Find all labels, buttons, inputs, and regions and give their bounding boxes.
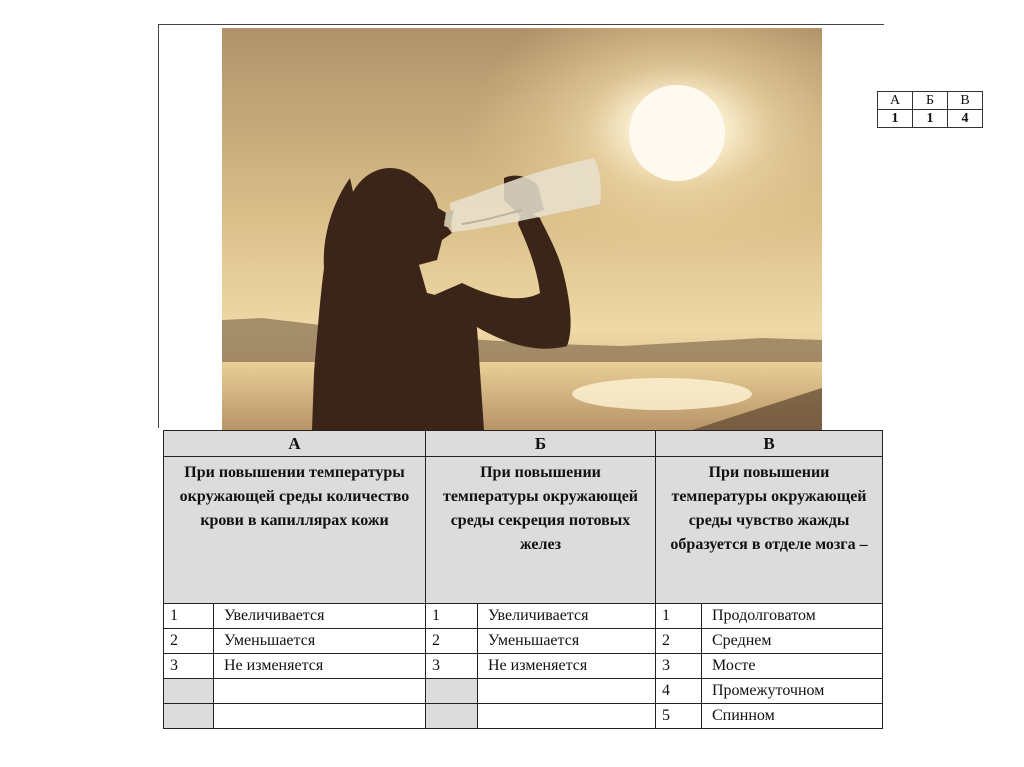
option-text: Уменьшается — [214, 629, 426, 654]
table-row — [164, 654, 883, 679]
column-header-v: В — [656, 431, 883, 457]
table-row — [164, 604, 883, 629]
question-b-text: При повышении температуры окружающей среды секреция потовых желез — [426, 457, 656, 604]
answer-key-header: А — [878, 92, 913, 110]
option-number — [426, 704, 478, 729]
option-text: Увеличивается — [478, 604, 656, 629]
frame-top-border — [158, 24, 884, 25]
answer-key-table — [877, 91, 983, 128]
option-text — [478, 704, 656, 729]
photo-woman-drinking-water — [222, 28, 822, 430]
answer-key-value: 1 — [878, 110, 913, 128]
option-number: 2 — [164, 629, 214, 654]
option-number: 4 — [656, 679, 702, 704]
option-number — [164, 704, 214, 729]
sunset-photo-svg — [222, 28, 822, 430]
option-number: 3 — [656, 654, 702, 679]
option-number: 3 — [426, 654, 478, 679]
option-text: Мосте — [702, 654, 883, 679]
column-header-b: Б — [426, 431, 656, 457]
option-number: 1 — [426, 604, 478, 629]
option-text — [214, 704, 426, 729]
option-text: Спинном — [702, 704, 883, 729]
table-row — [164, 679, 883, 704]
option-text: Уменьшается — [478, 629, 656, 654]
answer-key-header: Б — [913, 92, 948, 110]
table-row — [164, 704, 883, 729]
question-a-text: При повышении температуры окружающей среды количество крови в капиллярах кожи — [164, 457, 426, 604]
answer-key-header: В — [948, 92, 983, 110]
option-number: 3 — [164, 654, 214, 679]
option-text: Промежуточном — [702, 679, 883, 704]
option-number: 1 — [656, 604, 702, 629]
option-number: 5 — [656, 704, 702, 729]
frame-left-border — [158, 24, 159, 428]
answer-key-value: 1 — [913, 110, 948, 128]
option-text: Увеличивается — [214, 604, 426, 629]
answer-key-value: 4 — [948, 110, 983, 128]
option-number — [426, 679, 478, 704]
question-v-text: При повышении температуры окружающей среды чувство жажды образуется в отделе мозга – — [656, 457, 883, 604]
option-number: 1 — [164, 604, 214, 629]
option-text: Не изменяется — [214, 654, 426, 679]
option-text — [214, 679, 426, 704]
option-number: 2 — [426, 629, 478, 654]
sun-icon — [629, 85, 725, 181]
table-row — [164, 629, 883, 654]
option-number — [164, 679, 214, 704]
option-text — [478, 679, 656, 704]
option-text: Среднем — [702, 629, 883, 654]
option-text: Не изменяется — [478, 654, 656, 679]
question-table — [163, 430, 883, 729]
option-text: Продолговатом — [702, 604, 883, 629]
column-header-a: А — [164, 431, 426, 457]
option-number: 2 — [656, 629, 702, 654]
